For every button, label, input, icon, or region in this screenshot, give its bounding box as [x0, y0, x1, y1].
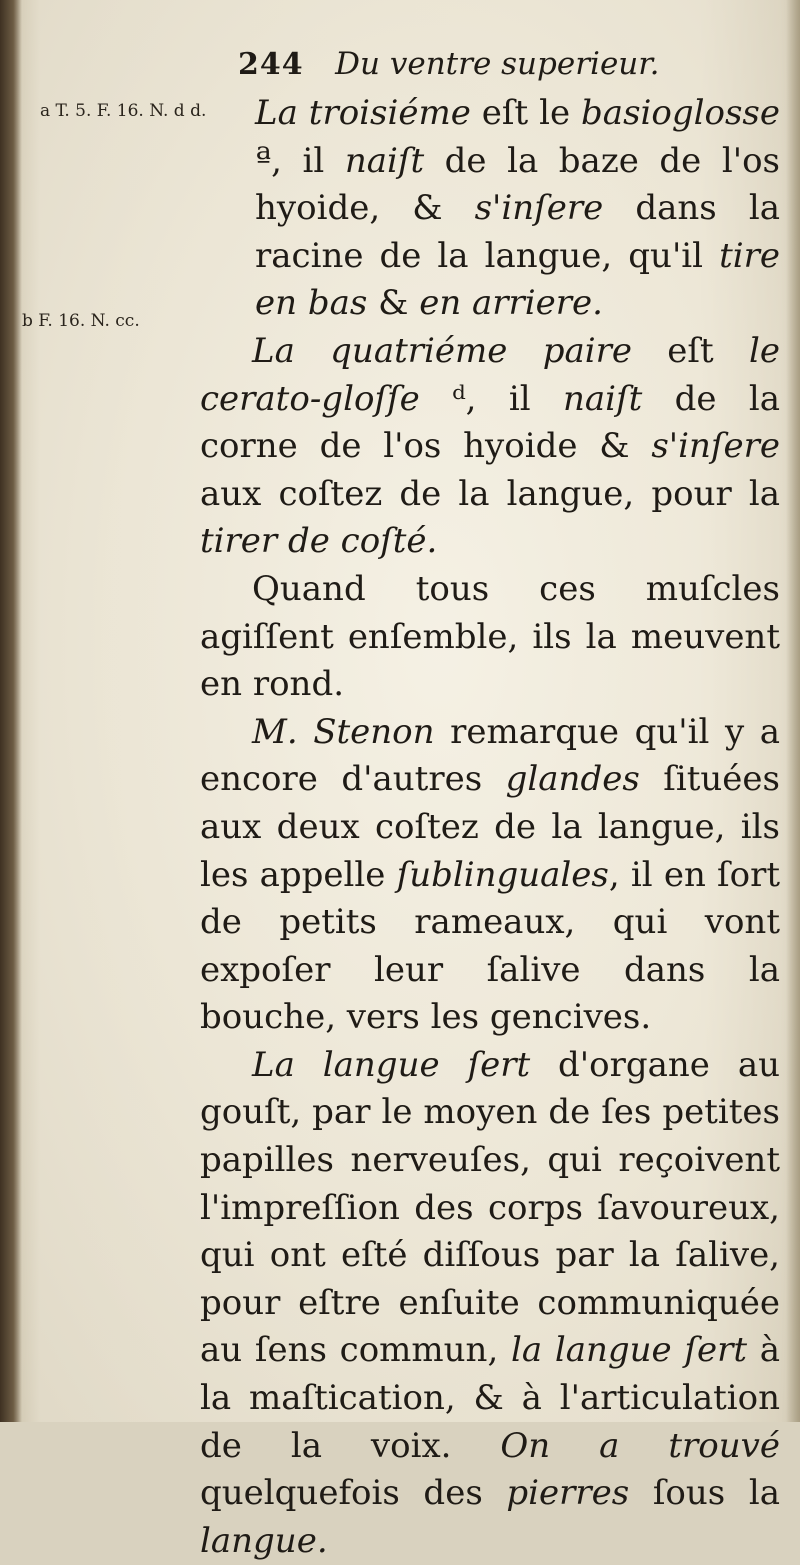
- text-run: dans la racine de la langue, qu'il: [255, 188, 780, 276]
- text-run: M. Stenon: [252, 711, 435, 752]
- paragraph: [200, 709, 780, 1042]
- text-run: remarque qu'il y a encore d'autres: [200, 711, 780, 800]
- text-run: &: [367, 283, 420, 324]
- text-run: tire en bas: [255, 235, 780, 324]
- paragraph: [255, 90, 780, 328]
- book-gutter: [0, 0, 22, 1422]
- paragraph: [200, 328, 780, 566]
- text-run: pierres: [506, 1473, 630, 1514]
- text-run: en arriere.: [419, 283, 603, 324]
- paragraph: [200, 1042, 780, 1565]
- text-run: ſituées aux deux coſtez de la langue, ils les appelle: [200, 759, 780, 895]
- body-text: [200, 90, 780, 1565]
- text-run: eſt le: [470, 93, 582, 133]
- text-run: de la corne de l'os hyoide &: [200, 378, 780, 467]
- text-run: quelquefois des: [200, 1473, 507, 1514]
- text-run: s'inſere: [474, 188, 604, 229]
- text-run: le cerato-gloſſe: [200, 330, 780, 419]
- page-number: 244: [238, 47, 304, 82]
- text-run: On a trouvé: [500, 1425, 780, 1466]
- text-run: basioglosse: [581, 93, 780, 133]
- text-run: eſt: [631, 330, 749, 371]
- paragraph: [200, 566, 780, 709]
- text-run: ſublinguales: [396, 854, 609, 895]
- text-run: ª, il: [255, 140, 345, 181]
- text-run: tirer de coſté.: [200, 521, 438, 562]
- text-run: la langue ſert: [510, 1330, 747, 1371]
- page-edge: [786, 0, 800, 1422]
- text-run: langue.: [200, 1520, 328, 1561]
- page-header: [238, 42, 758, 86]
- text-run: naiſt: [344, 140, 425, 181]
- text-run: ᵈ, il: [419, 378, 563, 419]
- text-run: La langue ſert: [252, 1044, 531, 1085]
- text-run: aux coſtez de la langue, pour la: [200, 473, 780, 514]
- text-run: glandes: [505, 759, 640, 800]
- text-run: La quatriéme paire: [252, 330, 632, 371]
- margin-note: a T. 5. F. 16. N. d d.: [40, 101, 207, 121]
- text-run: ſous la: [629, 1473, 780, 1514]
- text-run: Quand tous ces muſcles agiſſent enſemble, ils la meuvent en rond.: [200, 568, 780, 705]
- text-run: à la maſtication, & à l'articulation de la voix.: [200, 1330, 780, 1466]
- margin-note: b F. 16. N. cc.: [22, 311, 140, 331]
- text-run: s'inſere: [651, 426, 780, 467]
- text-run: La troisiéme: [255, 93, 471, 133]
- running-title: Du ventre superieur.: [335, 46, 660, 82]
- text-run: , il en ſort de petits rameaux, qui vont expoſer leur ſalive dans la bouche, vers les gencives.: [200, 854, 780, 1038]
- text-run: de la baze de l'os hyoide, &: [255, 140, 780, 229]
- text-run: d'organe au gouſt, par le moyen de ſes petites papilles nerveuſes, qui reçoivent l'impreſſion des corps ſavoureux, qui ont eſté diſſous par la ſalive, pour eſtre enſuite communiquée au ſens commun,: [200, 1044, 780, 1371]
- text-run: naiſt: [562, 378, 643, 419]
